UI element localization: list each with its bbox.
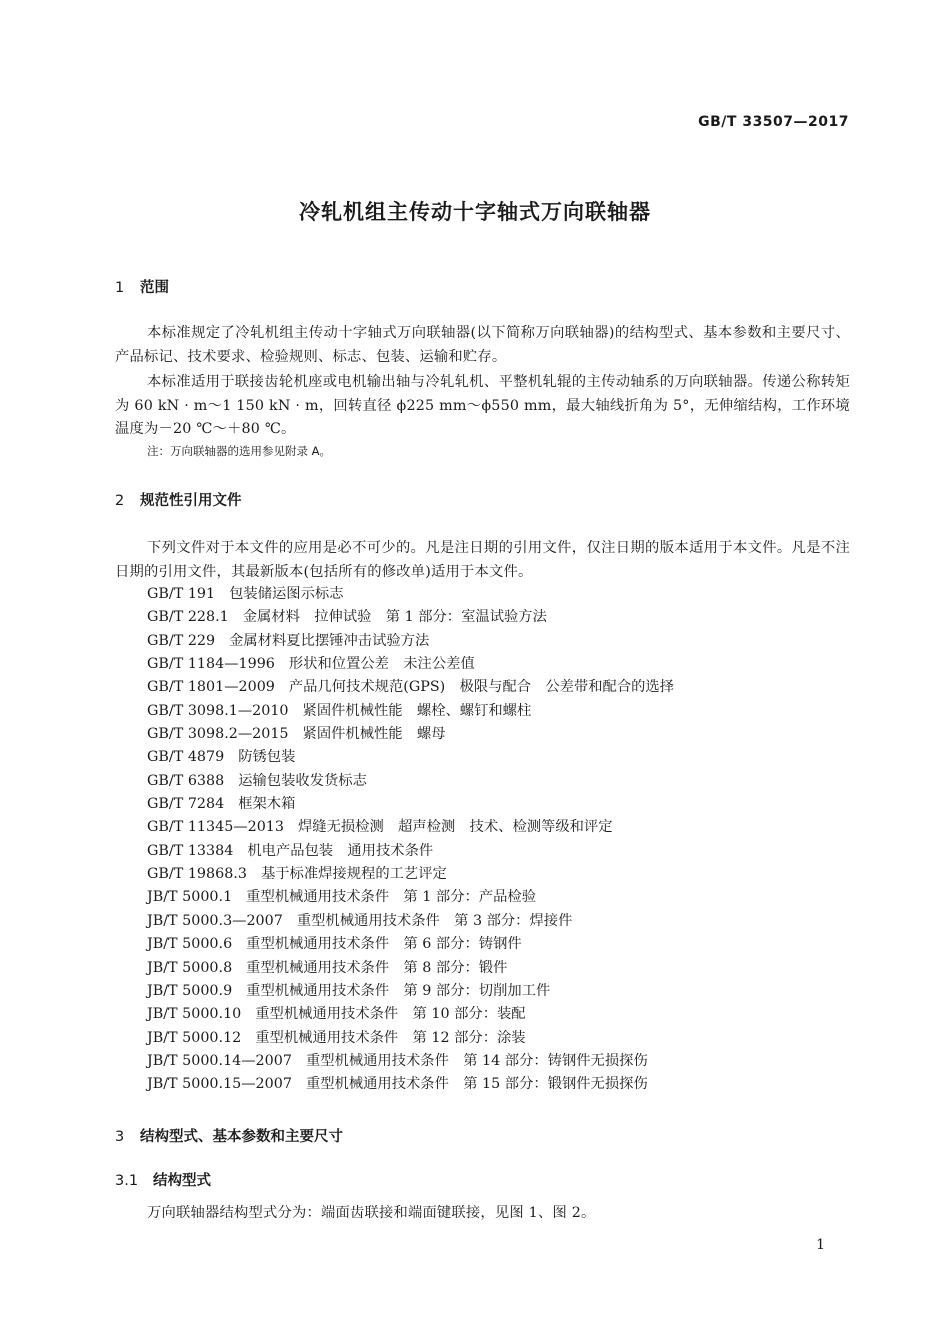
- reference-title: 重型机械通用技术条件 第 6 部分：铸钢件: [246, 936, 522, 953]
- document-title: 冷轧机组主传动十字轴式万向联轴器: [299, 200, 651, 224]
- section-1-paragraph-1: 本标准规定了冷轧机组主传动十字轴式万向联轴器(以下简称万向联轴器)的结构型式、基本参数和主要尺寸、产品标记、技术要求、检验规则、标志、包装、运输和贮存。: [115, 325, 850, 365]
- section-number: 1: [115, 280, 125, 296]
- reference-code: GB/T 13384: [147, 842, 234, 859]
- reference-title: 金属材料夏比摆锤冲击试验方法: [229, 632, 430, 649]
- section-1-paragraph-2: 本标准适用于联接齿轮机座或电机输出轴与冷轧轧机、平整机轧辊的主传动轴系的万向联轴器。传递公称转矩为 60 kN · m～1 150 kN · m，回转直径 ϕ225 mm～ϕ550 mm，最大轴线折角为 5°，无伸缩结构，工作环境温度为－20 ℃～＋80 ℃。: [115, 374, 850, 437]
- page-number: 1: [816, 1237, 825, 1253]
- standard-number: GB/T 33507—2017: [698, 114, 849, 130]
- reference-code: JB/T 5000.1: [147, 889, 233, 906]
- reference-title: 运输包装收发货标志: [238, 772, 367, 789]
- reference-item: [147, 863, 674, 886]
- subsection-title: 结构型式: [153, 1173, 211, 1189]
- reference-item: [147, 910, 674, 933]
- section-3-heading: [115, 1125, 343, 1146]
- reference-code: GB/T 7284: [147, 796, 225, 813]
- reference-item: [147, 676, 674, 699]
- reference-title: 重型机械通用技术条件 第 10 部分：装配: [255, 1006, 526, 1023]
- reference-code: GB/T 229: [147, 632, 216, 649]
- reference-title: 焊缝无损检测 超声检测 技术、检测等级和评定: [298, 819, 613, 836]
- section-number: 2: [115, 493, 125, 509]
- reference-title: 重型机械通用技术条件 第 15 部分：锻钢件无损探伤: [305, 1076, 648, 1093]
- reference-item: [147, 700, 674, 723]
- reference-title: 重型机械通用技术条件 第 14 部分：铸钢件无损探伤: [305, 1052, 648, 1069]
- section-title: 范围: [140, 280, 169, 296]
- reference-title: 形状和位置公差 未注公差值: [288, 656, 475, 673]
- reference-list: [147, 583, 674, 1097]
- reference-code: GB/T 6388: [147, 772, 225, 789]
- reference-code: JB/T 5000.3—2007: [147, 912, 283, 929]
- reference-item: [147, 816, 674, 839]
- reference-item: [147, 1003, 674, 1026]
- reference-item: [147, 793, 674, 816]
- reference-title: 防锈包装: [238, 749, 296, 766]
- subsection-number: 3.1: [115, 1173, 139, 1189]
- reference-item: [147, 840, 674, 863]
- reference-code: JB/T 5000.10: [147, 1006, 242, 1023]
- subsection-3-1-heading: [115, 1169, 211, 1190]
- reference-title: 重型机械通用技术条件 第 9 部分：切削加工件: [246, 982, 551, 999]
- reference-code: JB/T 5000.15—2007: [147, 1076, 292, 1093]
- reference-code: GB/T 19868.3: [147, 866, 247, 883]
- reference-item: [147, 1050, 674, 1073]
- reference-title: 重型机械通用技术条件 第 1 部分：产品检验: [246, 889, 536, 906]
- section-1-note: 注：万向联轴器的选用参见附录 A。: [147, 444, 332, 458]
- reference-item: [147, 980, 674, 1003]
- reference-title: 重型机械通用技术条件 第 3 部分：焊接件: [296, 912, 573, 929]
- section-1-heading: [115, 276, 169, 297]
- reference-item: [147, 606, 674, 629]
- reference-title: 金属材料 拉伸试验 第 1 部分：室温试验方法: [242, 609, 547, 626]
- reference-item: [147, 653, 674, 676]
- reference-code: JB/T 5000.9: [147, 982, 233, 999]
- reference-item: [147, 1073, 674, 1096]
- reference-code: GB/T 4879: [147, 749, 225, 766]
- section-title: 规范性引用文件: [140, 493, 242, 509]
- reference-item: [147, 746, 674, 769]
- reference-code: JB/T 5000.12: [147, 1029, 242, 1046]
- reference-item: [147, 583, 674, 606]
- reference-code: GB/T 191: [147, 586, 216, 602]
- reference-code: GB/T 3098.1—2010: [147, 702, 289, 719]
- reference-code: JB/T 5000.14—2007: [147, 1052, 292, 1069]
- subsection-3-1-paragraph: 万向联轴器结构型式分为：端面齿联接和端面键联接，见图 1、图 2。: [147, 1205, 596, 1221]
- reference-code: GB/T 228.1: [147, 609, 229, 626]
- section-title: 结构型式、基本参数和主要尺寸: [140, 1129, 343, 1145]
- section-number: 3: [115, 1129, 125, 1145]
- reference-title: 机电产品包装 通用技术条件: [247, 842, 434, 859]
- reference-code: JB/T 5000.6: [147, 936, 233, 953]
- section-2-paragraph: 下列文件对于本文件的应用是必不可少的。凡是注日期的引用文件，仅注日期的版本适用于本文件。凡是不注日期的引用文件，其最新版本(包括所有的修改单)适用于本文件。: [115, 540, 850, 580]
- reference-item: [147, 770, 674, 793]
- reference-title: 重型机械通用技术条件 第 12 部分：涂装: [255, 1029, 526, 1046]
- reference-title: 框架木箱: [238, 796, 296, 813]
- reference-title: 包装储运图示标志: [229, 586, 344, 602]
- reference-item: [147, 630, 674, 653]
- reference-code: GB/T 1184—1996: [147, 656, 275, 673]
- reference-title: 紧固件机械性能 螺栓、螺钉和螺柱: [302, 702, 532, 719]
- reference-item: [147, 933, 674, 956]
- reference-title: 产品几何技术规范(GPS) 极限与配合 公差带和配合的选择: [288, 679, 675, 696]
- reference-code: GB/T 1801—2009: [147, 679, 275, 696]
- reference-title: 紧固件机械性能 螺母: [302, 726, 446, 743]
- reference-item: [147, 1027, 674, 1050]
- reference-code: GB/T 3098.2—2015: [147, 726, 289, 743]
- reference-title: 基于标准焊接规程的工艺评定: [260, 866, 447, 883]
- section-2-heading: [115, 489, 242, 510]
- reference-item: [147, 957, 674, 980]
- reference-code: GB/T 11345—2013: [147, 819, 284, 836]
- reference-item: [147, 886, 674, 909]
- reference-code: JB/T 5000.8: [147, 959, 233, 976]
- reference-title: 重型机械通用技术条件 第 8 部分：锻件: [246, 959, 508, 976]
- reference-item: [147, 723, 674, 746]
